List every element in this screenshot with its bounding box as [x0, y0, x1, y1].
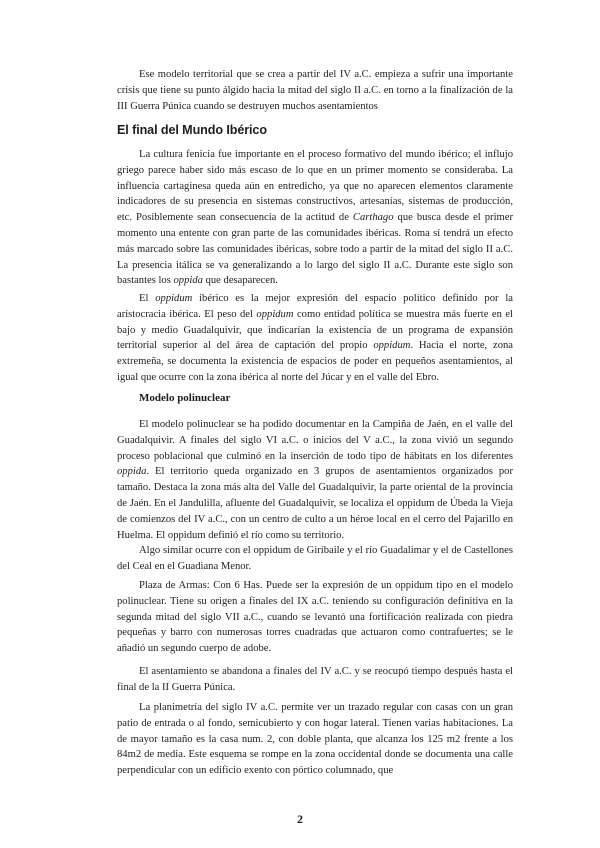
paragraph-plaza-de-armas — [117, 578, 513, 657]
paragraph-text: . El territorio queda organizado en 3 grupos de asentamientos organizados por tamaño. Destaca la zona más alta del Valle del Guadalquivir, la parte oriental de la provincia de Jaén. En el Jandulilla, afluente del Guadalquivir, se localiza el oppidum de Úbeda la Vieja de comienzos del IV a.C., con un centro de culto a un héroe local en el cerro del Pajarillo en Huelma. El oppidum definió el río como su territorio. — [117, 466, 513, 541]
paragraph-territorial-crisis — [117, 67, 513, 114]
paragraph-oppidum-iberico — [117, 291, 513, 386]
italic-term: oppidum — [373, 340, 411, 352]
paragraph-text: Ese modelo territorial que se crea a partir del IV a.C. empieza a sufrir una importante crisis que tiene su punto álgido hacia la mitad del siglo II a.C. en torno a la finalización de la III Guerra Púnica cuando se destruyen muchos asentamientos — [117, 69, 513, 112]
paragraph-giribaile — [117, 543, 513, 575]
paragraph-text: . Hacia el norte, zona extremeña, se documenta la existencia de espacios de poder en pequeños asentamientos, al igual que ocurre con la zona ibérica al norte del Júcar y en el valle del Ebro. — [117, 340, 513, 383]
paragraph-text: que busca desde el primer momento una entente con gran parte de las comunidades ibéricas. Roma sí tendrá un efecto más marcado sobre las comunidades ibéricas, sobre todo a partir de la mitad del siglo II a.C. La presencia itálica se va generalizando a lo largo del siglo II a.C. Durante este siglo son bastantes los — [117, 212, 513, 287]
paragraph-abandono — [117, 664, 513, 696]
italic-term: oppidum — [256, 308, 294, 320]
italic-term: oppida — [117, 466, 147, 478]
paragraph-text: El modelo polinuclear se ha podido documentar en la Campiña de Jaén, en el valle del Guadalquivir. A finales del siglo VI a.C. o inicios del V a.C., la zona vivió un segundo proceso poblacional que culminó en la inserción de todo tipo de hábitats en los diferentes — [117, 419, 513, 462]
paragraph-text: Plaza de Armas: Con 6 Has. Puede ser la expresión de un oppidum tipo en el modelo polinuclear. Tiene su origen a finales del IX a.C. teniendo su configuración definitiva en la segunda mitad del siglo VII a.C., cuando se levantó una fortificación realizada con piedra pequeñas y barro con numerosas torres cuadradas que actuaron como contrafuertes; se le añadió un segundo cuerpo de adobe. — [117, 580, 513, 655]
paragraph-text: Algo similar ocurre con el oppidum de Giribaile y el río Guadalimar y el de Castellones del Ceal en el Guadiana Menor. — [117, 545, 513, 572]
italic-term: oppidum — [155, 293, 193, 304]
paragraph-cultura-fenicia — [117, 147, 513, 289]
paragraph-planimetria — [117, 700, 513, 779]
section-heading-modelo-polinuclear: Modelo polinuclear — [139, 392, 231, 404]
paragraph-text: La planimetría del siglo IV a.C. permite ver un trazado regular con casas con un gran patio de entrada o al fondo, semicubierto y con hogar lateral. Tienen varias habitaciones. La de mayor tamaño es la casa num. 2, con doble planta, que alcanza los 125 m2 frente a los 84m2 de media. Este esquema se rompe en la zona occidental donde se documenta una calle perpendicular con un edificio exento con pórtico columnado, que — [117, 702, 513, 777]
paragraph-text: ibérico es la mejor expresión del espacio político definido por la aristocracia ibérica. El peso del — [117, 293, 513, 320]
page-number: 2 — [297, 812, 303, 826]
paragraph-modelo-polinuclear — [117, 417, 513, 543]
italic-term: Carthago — [352, 212, 394, 224]
paragraph-text: La cultura fenicia fue importante en el proceso formativo del mundo ibérico; el influjo griego parece haber sido más escaso de lo que en un primer momento se consideraba. La influencia cartaginesa queda aún en entredicho, ya que no aparecen elementos claramente indicadores de su presencia en sistemas constructivos, artesanías, sistemas de producción, etc. Posiblemente sean consecuencia de la actitud de — [117, 149, 513, 224]
paragraph-text: como entidad política se muestra más fuerte en el bajo y medio Guadalquivir, que indicarían la existencia de un programa de expansión territorial superior al del área de captación del propio — [117, 308, 513, 352]
paragraph-text: que desaparecen. — [202, 275, 278, 287]
paragraph-text: El asentamiento se abandona a finales del IV a.C. y se reocupó tiempo después hasta el final de la II Guerra Púnica. — [117, 666, 513, 693]
italic-term: oppida — [173, 275, 203, 287]
paragraph-text: El — [139, 293, 156, 304]
section-heading-final-mundo-iberico: El final del Mundo Ibérico — [117, 123, 267, 137]
